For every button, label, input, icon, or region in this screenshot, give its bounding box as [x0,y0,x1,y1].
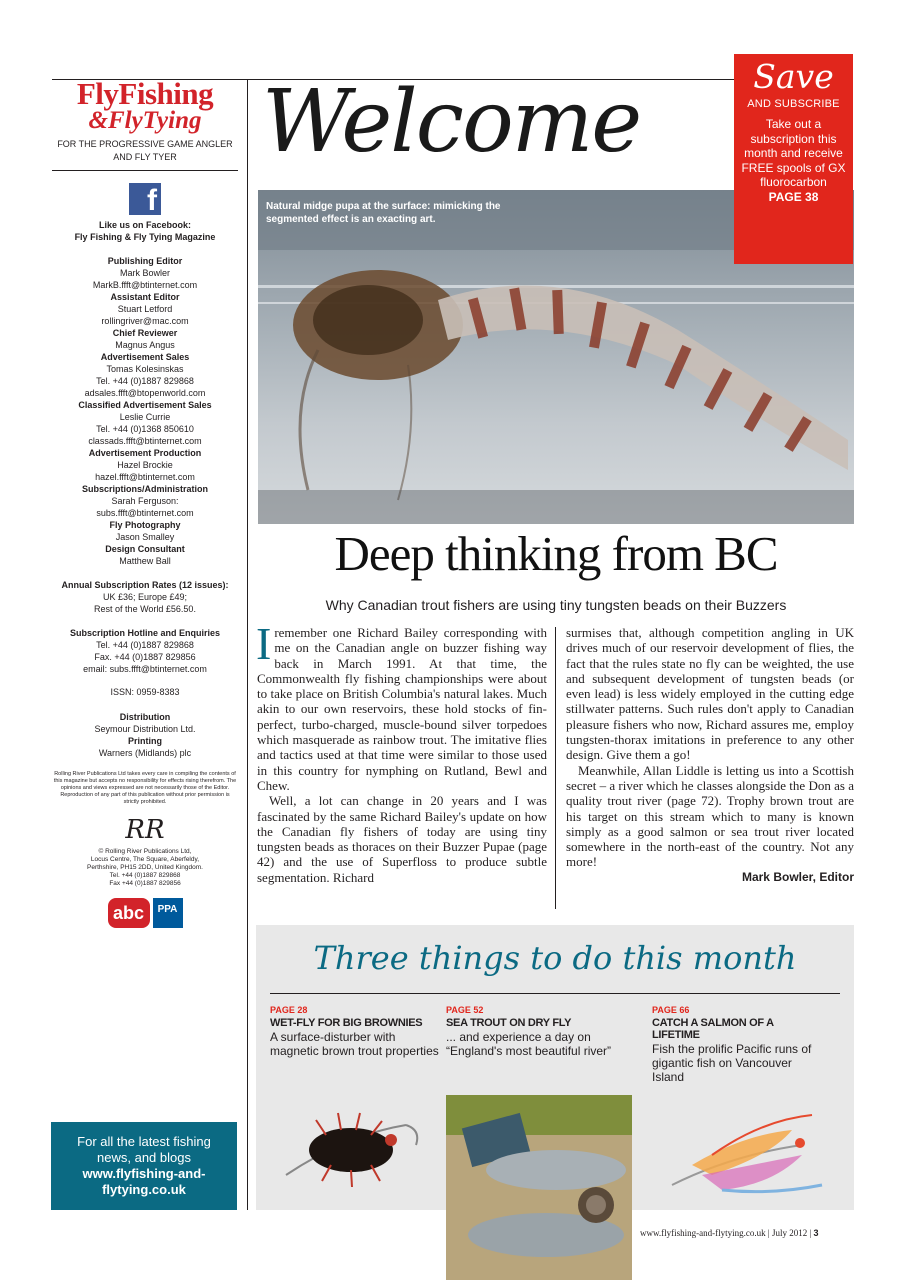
column-rule [555,627,556,909]
page-number: 3 [813,1228,819,1238]
salmon-fly-photo [652,1095,842,1210]
staff-role: Assistant Editor [110,291,180,302]
staff-entry [52,543,238,567]
article-standfirst: Why Canadian trout fishers are using tiny tungsten beads on their Buzzers [325,597,787,613]
column-divider [247,80,248,370]
sea-trout-photo [446,1095,632,1280]
feature-item-wet-fly[interactable]: PAGE 28 WET-FLY FOR BIG BROWNIES A surface-disturber with magnetic brown trout properties [270,1005,439,1058]
column-divider-lower [247,370,248,1210]
staff-list [52,255,238,567]
staff-role: Design Consultant [105,543,185,554]
staff-entry [52,255,238,291]
staff-detail: Tel. +44 (0)1887 829868 [96,375,194,386]
abc-logo: abc [108,898,150,928]
staff-role: Classified Advertisement Sales [78,399,212,410]
save-title: Save [753,57,834,96]
subscription-hotline: Subscription Hotline and Enquiries Tel. +44 (0)1887 829868 Fax. +44 (0)1887 829856 email: subs.ffft@btinternet.com [69,627,220,674]
staff-role: Advertisement Sales [100,351,190,362]
staff-detail: MarkB.ffft@btinternet.com [92,279,198,290]
staff-entry [52,519,238,543]
staff-entry [52,447,238,483]
save-subtitle: AND SUBSCRIBE [747,98,840,110]
three-things-panel [256,925,854,1210]
staff-entry [52,327,238,351]
membership-badges [52,898,238,928]
staff-role: Fly Photography [109,519,181,530]
save-body: Take out a subscription this month and receive FREE spools of GX fluorocarbon [741,117,846,189]
staff-role: Chief Reviewer [112,327,178,338]
wet-fly-photo [256,1095,436,1210]
distribution-info: Distribution Seymour Distribution Ltd. Printing Warners (Midlands) plc [94,711,196,758]
page-footer: www.flyfishing-and-flytying.co.uk | July 2012 | 3 [640,1228,819,1238]
feature-item-sea-trout[interactable]: PAGE 52 SEA TROUT ON DRY FLY ... and experience a day on “England's most beautiful river” [446,1005,612,1058]
staff-detail: Jason Smalley [115,531,175,542]
staff-detail: Mark Bowler [119,267,170,278]
rolling-river-logo: RR [125,814,165,845]
disclaimer: Rolling River Publications Ltd takes every care in compiling the contents of this magazine but accepts no responsibility for effects rising therefrom. The opinions and views expressed are not necessarily those of the Editor. Reproduction of any part of this publication without prior permission is strictly prohibited. [53,770,237,805]
editor-signature: Mark Bowler, Editor [741,869,854,884]
publisher-address: © Rolling River Publications Ltd, Locus Centre, The Square, Aberfeldy, Perthshire, PH15 2DD, United Kingdom. Tel. +44 (0)1887 829868 Fax +44 (0)1887 829856 [87,847,203,887]
staff-detail: adsales.ffft@btopenworld.com [84,387,206,398]
three-things-title: Three things to do this month [313,939,797,977]
issn: ISSN: 0959-8383 [110,686,180,697]
staff-detail: Sarah Ferguson: [111,495,179,506]
staff-detail: Matthew Ball [119,555,171,566]
staff-detail: rollingriver@mac.com [101,315,189,326]
feature-item-salmon[interactable]: PAGE 66 CATCH A SALMON OF A LIFETIME Fish the prolific Pacific runs of gigantic fish on Vancouver Island [652,1005,812,1084]
staff-entry [52,351,238,399]
staff-detail: subs.ffft@btinternet.com [96,507,194,518]
article-column-2: surmises that, although competition angling in UK drives much of our reservoir development of flies, the fact that the rules state no fly can be weighted, the use and subsequent development of tungsten beads (or even lead) is less widely employed in the cutting edge stillwater patterns. Such rules don't apply to Canadian pleasure fishers who now, Richard assures me, employ tungsten-thorax imitations in preference to any other design. Give them a go! Meanwhile, Allan Liddle is letting us into a Scottish secret – a river which he classes alongside the Don as a quality trout river (page 72). Trophy brown trout are his target on this stream which to many is known simply as a good salmon or sea trout river located somewhere in the north-east of the country. Not any more! Mark Bowler, Editor [566,625,854,884]
staff-detail: classads.ffft@btinternet.com [88,435,202,446]
masthead-sidebar [52,76,238,928]
tagline: FOR THE PROGRESSIVE GAME ANGLER AND FLY TYER [52,138,238,171]
staff-entry [52,399,238,447]
staff-detail: Leslie Currie [119,411,171,422]
staff-detail: Hazel Brockie [117,459,173,470]
save-page-ref: PAGE 38 [768,189,819,204]
staff-detail: hazel.ffft@btinternet.com [95,471,195,482]
staff-detail: Stuart Letford [117,303,173,314]
staff-detail: Tomas Kolesinskas [106,363,184,374]
ppa-logo: PPA [153,898,183,928]
staff-entry [52,291,238,327]
three-things-rule [270,993,840,994]
staff-detail: Magnus Angus [115,339,175,350]
website-link[interactable]: www.flyfishing-and- [82,1166,206,1181]
staff-detail: Tel. +44 (0)1368 850610 [96,423,194,434]
hero-caption: Natural midge pupa at the surface: mimicking the segmented effect is an exacting art. [266,201,501,225]
article-column-1: Iremember one Richard Bailey corresponding with me on the Canadian angle on buzzer fishing way back in March 1991. At that time, the Commonwealth fly fishing championships were about to take place on British Columbia's natural lakes. Much akin to our own reservoirs, these hold stocks of fin-perfect, turbo-charged, muscle-bound silver torpedoes which masquerade as rainbow trout. The imitative flies and tactics used at that time were similar to those used in this country for nymphing on Rutland, Bewl and Chew. Well, a lot can change in 20 years and I was fascinated by the same Richard Bailey's update on how the Canadian fly fishers of today are using tiny tungsten beads as thoraces on their Buzzer Pupae (page 42) and the use of Superfloss to produce subtle segmentation. Richard [256,618,547,885]
staff-role: Publishing Editor [107,255,183,266]
welcome-title: Welcome [262,72,641,172]
subscription-rates: Annual Subscription Rates (12 issues): UK £36; Europe £49; Rest of the World £56.50. [61,579,229,614]
website-promo[interactable]: For all the latest fishing news, and blogs www.flyfishing-and- flytying.co.uk [51,1122,237,1210]
facebook-icon[interactable]: f [129,183,161,215]
staff-role: Advertisement Production [88,447,202,458]
drop-cap: I [256,618,272,669]
subscribe-promo[interactable] [734,54,853,264]
article-headline: Deep thinking from BC [334,526,778,581]
staff-role: Subscriptions/Administration [81,483,208,494]
staff-entry [52,483,238,519]
facebook-promo: Like us on Facebook: Fly Fishing & Fly Tying Magazine [74,219,216,242]
magazine-logo: FlyFishing &FlyTying [76,76,214,134]
